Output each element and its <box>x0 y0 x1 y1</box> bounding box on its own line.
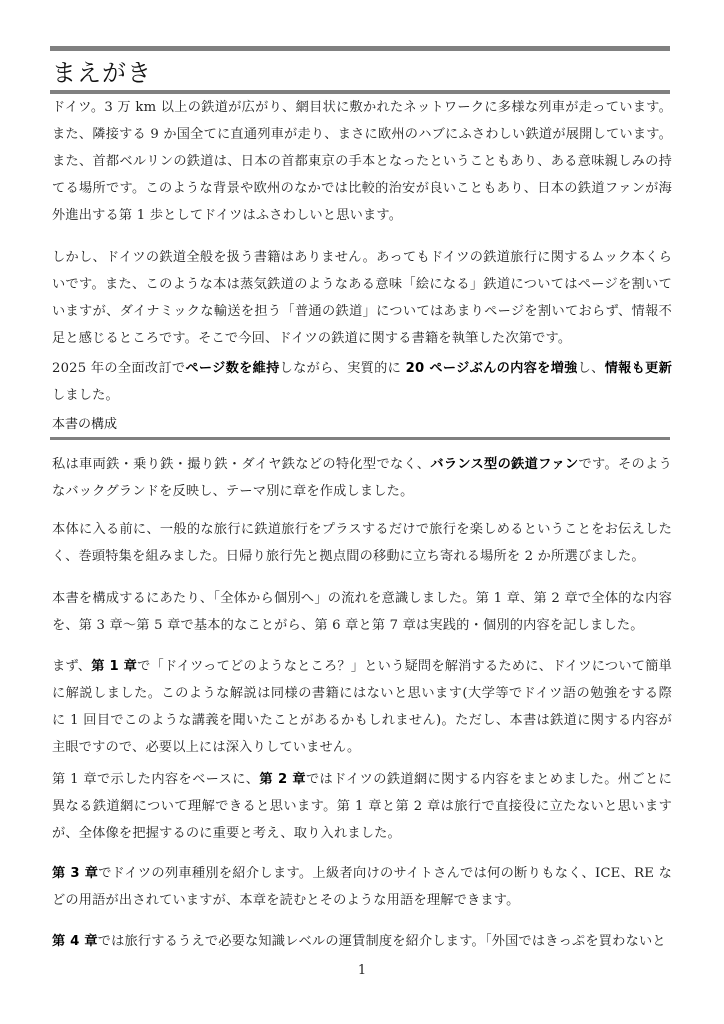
text: まず、 <box>52 659 92 674</box>
text: しながら、実質的に <box>279 361 406 376</box>
bold-text: 第 4 章 <box>52 934 98 949</box>
bold-text: 第 1 章 <box>91 659 138 674</box>
bold-text: 情報も更新 <box>604 361 673 376</box>
text: 第 1 章で示した内容をベースに、 <box>52 772 260 787</box>
section-paragraph-7 <box>52 928 672 955</box>
text: しました。 <box>52 388 119 403</box>
section-paragraph-6 <box>52 860 672 914</box>
intro-paragraph-3 <box>52 355 672 409</box>
text: でドイツの列車種別を紹介します。上級者向けのサイトさんでは何の断りもなく、ICE、RE などの用語が出されていますが、本章を読むとそのような用語を理解できます。 <box>52 866 672 908</box>
text: です。そのようなバックグランドを反映し、テーマ別に章を作成しました。 <box>52 457 672 499</box>
text: ではドイツの鉄道網に関する内容をまとめました。州ごとに異なる鉄道網について理解できると思います。第 1 章と第 2 章は旅行で直接役に立たないと思いますが、全体像を把握するのに重要と考え、取り入れました。 <box>52 772 673 841</box>
bold-text: 第 3 章 <box>52 866 99 881</box>
bold-text: バランス型の鉄道ファン <box>430 457 579 472</box>
text: し、 <box>577 361 605 376</box>
section-paragraph-3: 本書を構成するにあたり、「全体から個別へ」の流れを意識しました。第 1 章、第 2 章で全体的な内容を、第 3 章～第 5 章で基本的なことがら、第 6 章と第 7 章は実践的・個別的内容を記しました。 <box>52 591 672 633</box>
section-heading-rule <box>50 437 670 440</box>
page-number: 1 <box>357 963 367 978</box>
section-paragraph-4 <box>52 653 672 761</box>
section-paragraph-5 <box>52 766 672 847</box>
section-paragraph-2: 本体に入る前に、一般的な旅行に鉄道旅行をプラスするだけで旅行を楽しめるということをお伝えしたく、巻頭特集を組みました。日帰り旅行先と拠点間の移動に立ち寄れる場所を 2 か所選びました。 <box>52 522 672 564</box>
bold-text: ページ数を維持 <box>185 361 280 376</box>
bold-text: 第 2 章 <box>259 772 306 787</box>
text: 2025 年の全面改訂で <box>52 361 186 376</box>
intro-paragraph-2: しかし、ドイツの鉄道全般を扱う書籍はありません。あってもドイツの鉄道旅行に関するムック本くらいです。また、このような本は蒸気鉄道のようなある意味「絵になる」鉄道についてはページを割いていますが、ダイナミックな輸送を担う「普通の鉄道」についてはあまりページを割いておらず、情報不足と感じるところです。そこで今回、ドイツの鉄道に関する書籍を執筆した次第です。 <box>52 250 672 346</box>
section-paragraph-1 <box>52 451 672 505</box>
text: で「ドイツってどのようなところ？」という疑問を解消するために、ドイツについて簡単に解説しました。このような解説は同様の書籍にはないと思います(大学等でドイツ語の勉強をする際に 1 回目でこのような講義を聞いたことがあるかもしれません)。ただし、本書は鉄道に関する内容が主眼ですので、必要以上には深入りしていません。 <box>52 659 672 755</box>
intro-paragraph-1: ドイツ。3 万 km 以上の鉄道が広がり、網目状に敷かれたネットワークに多様な列車が走っています。また、隣接する 9 か国全てに直通列車が走り、まさに欧州のハブにふさわしい鉄道が展開しています。また、首都ベルリンの鉄道は、日本の首都東京の手本となったということもあり、ある意味親しみの持てる場所です。このような背景や欧州のなかでは比較的治安が良いこともあり、日本の鉄道ファンが海外進出する第 1 歩としてドイツはふさわしいと思います。 <box>52 100 672 223</box>
title-top-rule <box>50 46 670 51</box>
text: 私は車両鉄・乗り鉄・撮り鉄・ダイヤ鉄などの特化型でなく、 <box>52 457 431 472</box>
section-heading: 本書の構成 <box>52 417 118 432</box>
page-title: まえがき <box>52 59 152 87</box>
text: では旅行するうえで必要な知識レベルの運賃制度を紹介します。「外国ではきっぷを買わないと <box>97 934 666 949</box>
bold-text: 20 ページぶんの内容を増強 <box>405 361 578 376</box>
